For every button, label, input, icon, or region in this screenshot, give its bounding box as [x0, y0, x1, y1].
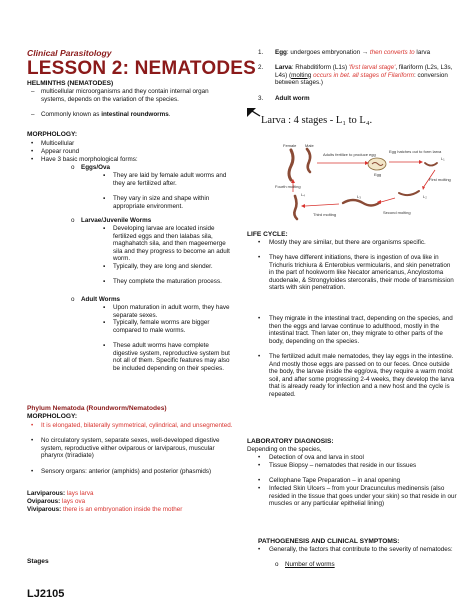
life-cycle-item: The fertilized adult male nematodes, they lay eggs in the intestine. And mostly those eggs are passed on to our feces. Once outside the body, the larvae inside the egg/ova, they require a warm moist soil, and after some progressing 2-4 weeks, they develop the larva that is already ready for infection and a new host and the cycle is repeated. — [269, 353, 455, 398]
square-bullet: ▪ — [103, 225, 106, 232]
stage-adult: Adult worm — [275, 95, 310, 102]
pathogenesis-heading: PATHOGENESIS AND CLINICAL SYMPTOMS: — [258, 538, 400, 545]
sub-bullet: o — [71, 164, 75, 171]
label-male: Male — [305, 143, 314, 148]
list-number: 2. — [258, 64, 264, 71]
square-bullet: ▪ — [103, 278, 106, 285]
bullet: • — [258, 477, 261, 484]
dash-bullet: – — [31, 88, 35, 95]
label-egg: Egg — [374, 172, 382, 177]
square-bullet: ▪ — [103, 195, 106, 202]
adult-heading: Adult Worms — [81, 296, 121, 303]
bullet: • — [31, 148, 34, 155]
lab-item: Infected Skin Ulcers – from your Dracunculus medinensis (also resided in the tissue that goes under your skin) so that reside in our muscles or any particular epithelial lining) — [269, 485, 457, 508]
l1-worm — [425, 163, 437, 166]
eggs-item: They vary in size and shape within appropriate environment. — [113, 195, 210, 210]
cycle-arrows — [293, 162, 435, 206]
bullet: • — [258, 454, 261, 461]
phylum-item: No circulatory system, separate sexes, well-developed digestive system, reproductive either oviparous or larviparous, muscular pharynx (triradiate) — [41, 437, 220, 460]
lesson-title: LESSON 2: NEMATODES — [27, 58, 257, 79]
morph-item: Have 3 basic morphological forms: — [41, 156, 138, 163]
l4-worm — [294, 196, 297, 219]
bullet: • — [31, 437, 34, 444]
footer-code: LJ2105 — [27, 588, 65, 600]
larvae-item: Typically, they are long and slender. — [113, 263, 213, 270]
list-number: 1. — [258, 49, 264, 56]
label-l4: L₄ — [301, 192, 305, 197]
larvae-item: They complete the maturation process. — [113, 278, 222, 285]
morph-item: Multicellular — [41, 140, 75, 147]
adult-item: Typically, female worms are bigger compared to male worms. — [113, 319, 210, 334]
viviparous-line: Viviparous: there is an embryonation inside the mother — [27, 506, 183, 513]
section-heading: HELMINTHS (NEMATODES) — [27, 80, 114, 87]
larvae-heading: Larvae/Juvenile Worms — [81, 217, 152, 224]
label-third-molting: Third molting — [313, 212, 337, 217]
phylum-item: Sensory organs: anterior (amphids) and posterior (phasmids) — [41, 468, 212, 475]
male-worm — [307, 149, 310, 172]
life-cycle-item: They have different initiations, there is ingestion of ova like in Trichuris trichiura & Enterobius vermicularis, and skin penetration in the part of hookworm like Necator americanus, Ancylostoma duodenale, & Strongyloides stercoralis, their mode of transmission starts with skin penetration. — [269, 254, 454, 292]
bullet: • — [31, 156, 34, 163]
life-cycle-item: Mostly they are similar, but there are organisms specific. — [269, 239, 426, 246]
helminths-common-name: Commonly known as intestinal roundworms. — [41, 111, 171, 118]
lab-item: Detection of ova and larva in stool — [269, 454, 364, 461]
bullet: • — [31, 140, 34, 147]
sub-bullet: o — [275, 561, 279, 568]
stage-larva: Larva: Rhabditiform (L1s) 'first larval stage', filariform (L2s, L3s, L4s) (molting occurs in bet. all stages of Filariform: conversion between stages.) — [275, 64, 453, 87]
larva-diagram-svg — [247, 108, 457, 228]
lab-item: Cellophane Tape Preparation – in anal opening — [269, 477, 401, 484]
label-second-molting: Second molting — [383, 210, 411, 215]
dash-bullet: – — [31, 111, 35, 118]
lab-diagnosis-heading: LABORATORY DIAGNOSIS: — [247, 438, 334, 445]
label-female: Female — [283, 143, 297, 148]
square-bullet: ▪ — [103, 304, 106, 311]
patho-item: Generally, the factors that contribute to the severity of nematodes: — [269, 546, 453, 553]
sub-bullet: o — [71, 296, 75, 303]
square-bullet: ▪ — [103, 172, 106, 179]
bullet: • — [258, 462, 261, 469]
phylum-morphology-heading: MORPHOLOGY: — [27, 413, 78, 420]
list-number: 3. — [258, 95, 264, 102]
life-cycle-item: They migrate in the intestinal tract, depending on the species, and then the eggs and larvae continue to adulthood, mostly in the intestinal tract. Then later on, they migrate to other parts of the body, depending on the species. — [269, 315, 453, 345]
label-adults: Adults fertilize to produce egg — [323, 152, 376, 157]
adult-item: Upon maturation in adult worm, they have separate sexes. — [113, 304, 230, 319]
label-hatch: Egg hatches out to form larva — [389, 149, 442, 154]
larva-diagram-title: Larva : 4 stages - L₁ to L₄. — [261, 115, 373, 126]
morph-item: Appear round — [41, 148, 80, 155]
label-l3: L₃ — [357, 194, 361, 199]
bullet: • — [31, 422, 34, 429]
label-fourth-molting: Fourth molting — [275, 184, 301, 189]
bullet: • — [31, 468, 34, 475]
helminths-definition: multicellular microorganisms and they contain internal organ systems, depends on the variation of the species. — [41, 88, 209, 103]
square-bullet: ▪ — [103, 319, 106, 326]
bullet: • — [258, 315, 261, 322]
label-first-molting: First molting — [429, 177, 451, 182]
adult-item: These adult worms have complete digestive system, reproductive system but not all of them. Specific features may also be included depending on their species. — [113, 342, 230, 372]
patho-subitem: Number of worms — [285, 561, 335, 568]
label-l1: L₁ — [441, 156, 445, 161]
bullet: • — [258, 485, 261, 492]
bullet: • — [258, 239, 261, 246]
lab-item: Tissue Biopsy – nematodes that reside in our tissues — [269, 462, 417, 469]
larviparous-line: Larviparous: lays larva — [27, 490, 94, 497]
phylum-item: It is elongated, bilaterally symmetrical, cylindrical, and unsegmented. — [41, 422, 233, 429]
larvae-item: Developing larvae are located inside fertilized eggs and then lalabas sila, maghahatch sila, and then mageemerge sila and they progress to become an adult worm. — [113, 225, 230, 263]
egg-shape — [368, 158, 386, 170]
phylum-heading: Phylum Nematoda (Roundworm/Nematodes) — [27, 405, 167, 412]
label-l2: L₂ — [423, 194, 427, 199]
lab-intro: Depending on the species, — [247, 446, 322, 453]
eggs-item: They are laid by female adult worms and they are fertilized after. — [113, 172, 227, 187]
stage-egg: Egg: undergoes embryonation → then converts to larva — [275, 49, 431, 56]
female-worm — [289, 150, 293, 180]
sub-bullet: o — [71, 217, 75, 224]
bullet: • — [258, 254, 261, 261]
larva-life-cycle-diagram — [247, 108, 457, 228]
eggs-heading: Eggs/Ova — [81, 164, 111, 171]
square-bullet: ▪ — [103, 342, 106, 349]
course-title: Clinical Parasitology — [27, 48, 112, 58]
oviparous-line: Oviparous: lays ova — [27, 498, 86, 505]
square-bullet: ▪ — [103, 263, 106, 270]
life-cycle-heading: LIFE CYCLE: — [247, 231, 288, 238]
l3-worm — [343, 200, 379, 206]
bullet: • — [258, 353, 261, 360]
morphology-heading: MORPHOLOGY: — [27, 131, 78, 138]
bullet: • — [258, 546, 261, 553]
l2-worm — [399, 191, 419, 195]
stages-heading: Stages — [27, 558, 49, 565]
